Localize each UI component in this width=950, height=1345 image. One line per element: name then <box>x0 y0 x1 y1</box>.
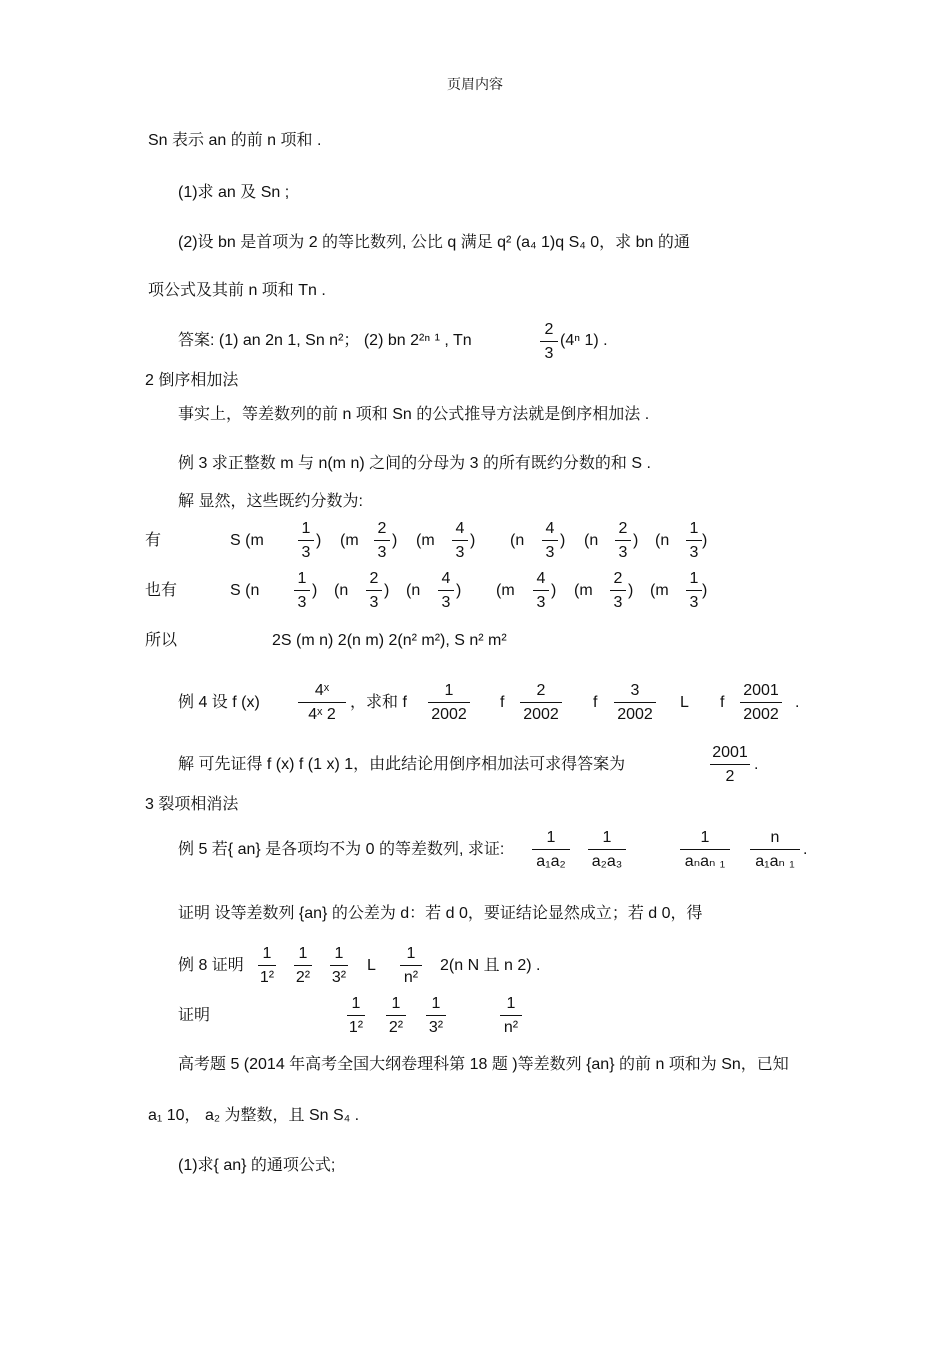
paren: ) <box>392 532 398 549</box>
fraction: 1 1² <box>259 945 275 986</box>
symbol: . <box>795 694 800 711</box>
fraction: 1 a₁a₂ <box>532 830 570 870</box>
text-line: 例 3 求正整数 m 与 n(m n) 之间的分母为 3 的所有既约分数的和 S . <box>178 455 651 472</box>
equation: S (n <box>230 582 260 599</box>
fraction: 1 3 <box>298 521 314 561</box>
text-line: 证明 设等差数列 {an} 的公差为 d：若 d 0，要证结论显然成立；若 d 0，得 <box>178 905 703 922</box>
fraction: 4 3 <box>452 521 468 561</box>
fraction: 2 3 <box>615 521 631 561</box>
label-yeyou: 也有 <box>145 582 178 599</box>
text-line: (2)设 bn 是首项为 2 的等比数列, 公比 q 满足 q² (a₄ 1)q S₄ 0，求 bn 的通 <box>178 234 690 251</box>
fraction: 1 3 <box>686 571 702 611</box>
paren: ) <box>470 532 476 549</box>
paren: ) <box>312 582 318 599</box>
fraction: n a₁aₙ ₁ <box>750 830 800 870</box>
fraction: 1 2002 <box>428 683 470 723</box>
paren: (n <box>655 532 670 549</box>
section-heading: 2 倒序相加法 <box>145 372 239 389</box>
paren: ) <box>633 532 639 549</box>
symbol: f <box>593 694 598 711</box>
fraction: 4ˣ 4ˣ 2 <box>298 683 346 723</box>
text-line: Sn 表示 an 的前 n 项和 . <box>148 132 322 149</box>
symbol: . <box>803 841 808 858</box>
paren: ) <box>456 582 462 599</box>
text-line: 解 可先证得 f (x) f (1 x) 1，由此结论用倒序相加法可求得答案为 <box>178 756 626 773</box>
fraction: 2001 2002 <box>740 683 782 723</box>
fraction: 4 3 <box>542 521 558 561</box>
fraction: 1 3² <box>331 945 347 986</box>
paren: (m <box>496 582 515 599</box>
text-line: 证明 <box>178 1007 211 1024</box>
paren: ) <box>628 582 634 599</box>
symbol: L <box>367 957 376 974</box>
answer-line-end: (4ⁿ 1) . <box>560 332 608 349</box>
text-line: 项公式及其前 n 项和 Tn . <box>148 282 326 299</box>
fraction: 1 3 <box>686 521 702 561</box>
paren: (m <box>650 582 669 599</box>
text-line: (1)求 an 及 Sn ; <box>178 184 290 201</box>
fraction: 1 2² <box>386 996 406 1036</box>
text-line: 例 8 证明 <box>178 957 244 974</box>
symbol: f <box>720 694 725 711</box>
text-line: (1)求{ an} 的通项公式; <box>178 1157 336 1174</box>
paren: ) <box>551 582 557 599</box>
symbol: L <box>680 694 689 711</box>
fraction: 2 3 <box>610 571 626 611</box>
paren: (m <box>416 532 435 549</box>
fraction: 1 1² <box>348 995 364 1036</box>
fraction: 2 3 <box>540 322 558 362</box>
paren: (n <box>334 582 349 599</box>
fraction: 4 3 <box>533 571 549 611</box>
paren: (n <box>406 582 421 599</box>
text-line: 2(n N 且 n 2) . <box>440 957 541 974</box>
paren: ) <box>560 532 566 549</box>
text-line: 例 4 设 f (x) <box>178 694 260 711</box>
paren: (n <box>584 532 599 549</box>
text-line: 解 显然，这些既约分数为: <box>178 493 363 510</box>
fraction: 1 n² <box>400 946 422 986</box>
fraction: 1 3 <box>294 571 310 611</box>
label-suoyi: 所以 <box>145 632 178 649</box>
symbol: f <box>500 694 505 711</box>
fraction: 2 3 <box>366 571 382 611</box>
label-you: 有 <box>145 532 162 549</box>
fraction: 3 2002 <box>614 683 656 723</box>
equation: 2S (m n) 2(n m) 2(n² m²), S n² m² <box>272 632 507 649</box>
fraction: 4 3 <box>438 571 454 611</box>
fraction: 1 2² <box>295 945 311 986</box>
fraction: 1 3² <box>426 996 446 1036</box>
paren: ) <box>702 582 708 599</box>
equation: S (m <box>230 532 264 549</box>
text-line: 事实上，等差数列的前 n 项和 Sn 的公式推导方法就是倒序相加法 . <box>178 406 650 423</box>
paren: ) <box>316 532 322 549</box>
fraction: 2001 2 <box>710 745 750 785</box>
paren: (m <box>574 582 593 599</box>
answer-line: 答案: (1) an 2n 1, Sn n²； (2) bn 2²ⁿ ¹ , Tn <box>178 332 472 349</box>
paren: (n <box>510 532 525 549</box>
paren: (m <box>340 532 359 549</box>
text-line: a₁ 10， a₂ 为整数，且 Sn S₄ . <box>148 1107 360 1124</box>
fraction: 1 n² <box>500 996 522 1036</box>
fraction: 2 2002 <box>520 683 562 723</box>
fraction: 1 a₂a₃ <box>588 830 626 870</box>
paren: ) <box>384 582 390 599</box>
paren: ) <box>702 532 708 549</box>
symbol: . <box>754 756 759 773</box>
fraction: 1 aₙaₙ ₁ <box>680 830 730 870</box>
page-header: 页眉内容 <box>447 77 503 93</box>
text-line: 高考题 5 (2014 年高考全国大纲卷理科第 18 题 )等差数列 {an} 的前 n 项和为 Sn，已知 <box>178 1056 789 1073</box>
text-line: ，求和 f <box>350 694 407 711</box>
fraction: 2 3 <box>374 521 390 561</box>
section-heading: 3 裂项相消法 <box>145 796 239 813</box>
text-line: 例 5 若{ an} 是各项均不为 0 的等差数列, 求证: <box>178 841 505 858</box>
